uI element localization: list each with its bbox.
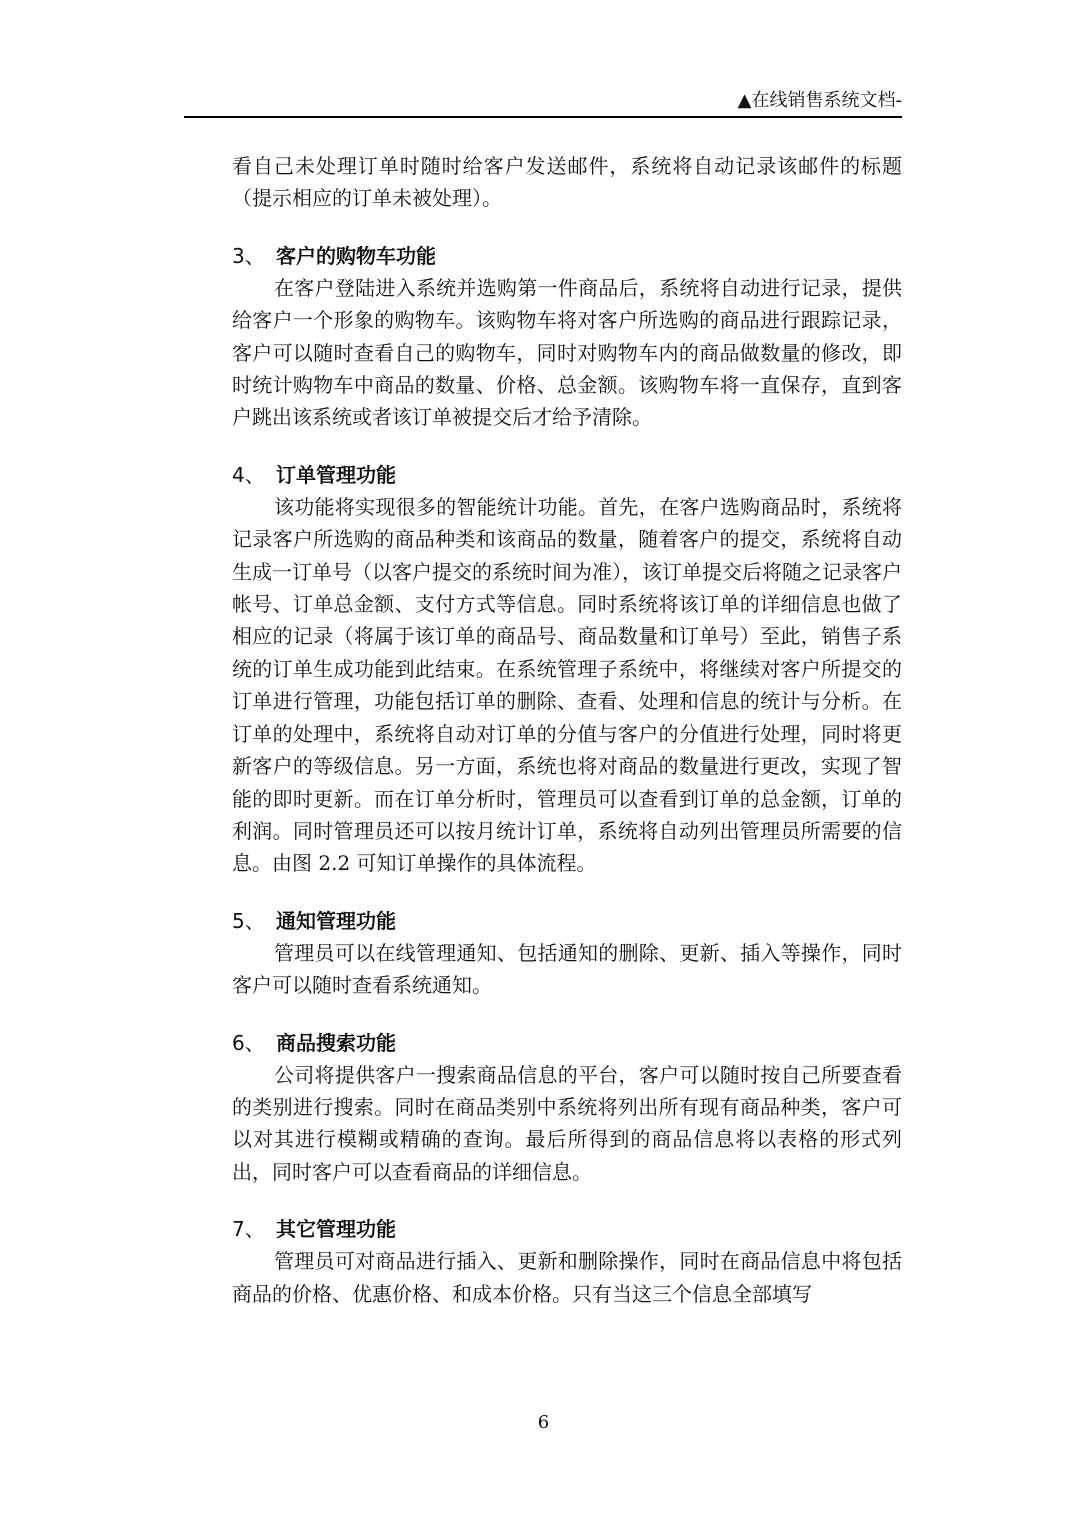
section-number: 5、 — [232, 908, 265, 933]
header-title: ▲在线销售系统文档- — [737, 90, 902, 111]
section-heading — [232, 905, 902, 937]
section-product-search — [232, 1027, 902, 1189]
section-title: 商品搜索功能 — [276, 1030, 396, 1055]
section-heading — [232, 240, 902, 272]
section-title: 客户的购物车功能 — [276, 243, 436, 268]
document-body — [232, 150, 902, 1310]
section-number: 6、 — [232, 1030, 265, 1055]
section-shopping-cart — [232, 240, 902, 434]
section-title: 其它管理功能 — [276, 1217, 396, 1242]
section-other-management — [232, 1213, 902, 1310]
section-notice-management — [232, 905, 902, 1002]
section-body: 该功能将实现很多的智能统计功能。首先，在客户选购商品时，系统将记录客户所选购的商品种类和该商品的数量，随着客户的提交，系统将自动生成一订单号（以客户提交的系统时间为准），该订单提交后将随之记录客户帐号、订单总金额、支付方式等信息。同时系统将该订单的详细信息也做了相应的记录（将属于该订单的商品号、商品数量和订单号）至此，销售子系统的订单生成功能到此结束。在系统管理子系统中，将继续对客户所提交的订单进行管理，功能包括订单的删除、查看、处理和信息的统计与分析。在订单的处理中，系统将自动对订单的分值与客户的分值进行处理，同时将更新客户的等级信息。另一方面，系统也将对商品的数量进行更改，实现了智能的即时更新。而在订单分析时，管理员可以查看到订单的总金额，订单的利润。同时管理员还可以按月统计订单，系统将自动列出管理员所需要的信息。由图 2.2 可知订单操作的具体流程。 — [232, 494, 902, 876]
section-heading — [232, 459, 902, 491]
section-heading — [232, 1027, 902, 1059]
section-body: 在客户登陆进入系统并选购第一件商品后，系统将自动进行记录，提供给客户一个形象的购物车。该购物车将对客户所选购的商品进行跟踪记录，客户可以随时查看自己的购物车，同时对购物车内的商品做数量的修改，即时统计购物车中商品的数量、价格、总金额。该购物车将一直保存，直到客户跳出该系统或者该订单被提交后才给予清除。 — [232, 275, 902, 430]
section-body: 管理员可以在线管理通知、包括通知的删除、更新、插入等操作，同时客户可以随时查看系统通知。 — [232, 940, 902, 998]
section-number: 7、 — [232, 1217, 265, 1242]
section-body: 公司将提供客户一搜索商品信息的平台，客户可以随时按自己所要查看的类别进行搜索。同时在商品类别中系统将列出所有现有商品种类，客户可以对其进行模糊或精确的查询。最后所得到的商品信息将以表格的形式列出，同时客户可以查看商品的详细信息。 — [232, 1062, 902, 1184]
section-title: 通知管理功能 — [276, 908, 396, 933]
section-number: 4、 — [232, 462, 265, 487]
page-header — [184, 90, 902, 118]
section-number: 3、 — [232, 243, 265, 268]
section-body: 管理员可对商品进行插入、更新和删除操作，同时在商品信息中将包括商品的价格、优惠价格、和成本价格。只有当这三个信息全部填写 — [232, 1249, 902, 1306]
page-number: 6 — [537, 1412, 550, 1433]
section-title: 订单管理功能 — [276, 462, 396, 487]
intro-paragraph: 看自己未处理订单时随时给客户发送邮件，系统将自动记录该邮件的标题（提示相应的订单未被处理）。 — [232, 154, 902, 211]
section-heading — [232, 1213, 902, 1245]
section-order-management — [232, 459, 902, 880]
